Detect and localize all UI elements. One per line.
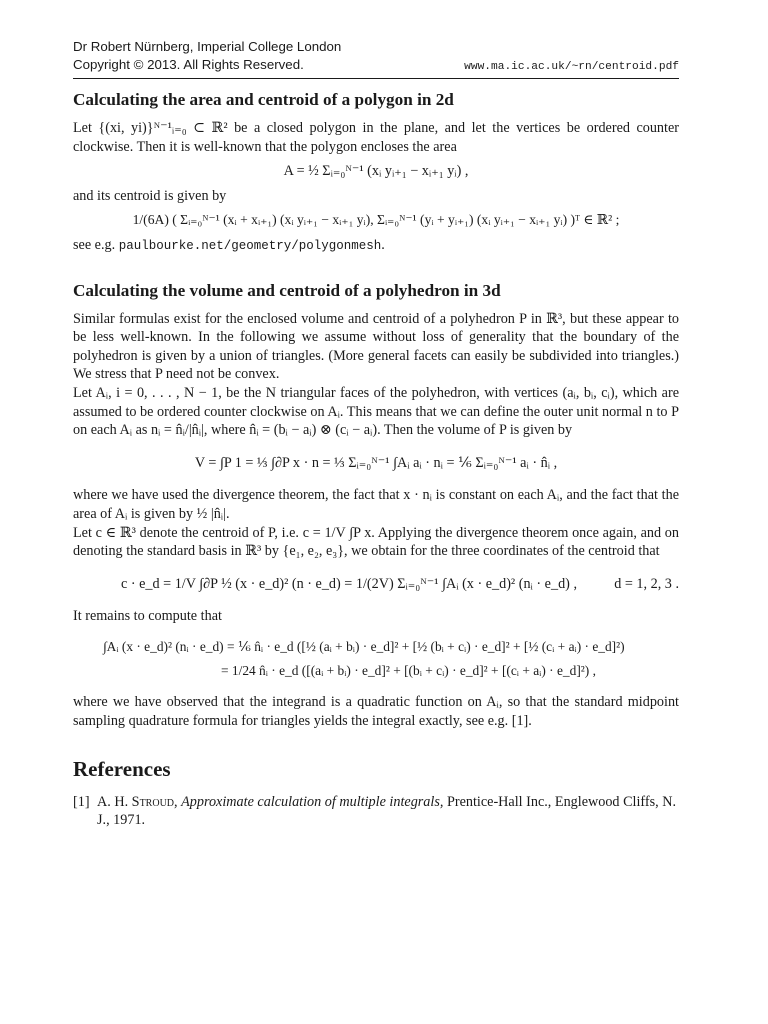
equation-coordinates: c · e_d = 1/V ∫∂P ½ (x · e_d)² (n · e_d) = 1/(2V) Σᵢ₌₀ᴺ⁻¹ ∫Aᵢ (x · e_d)² (nᵢ · e_d) ,: [121, 575, 577, 592]
paragraph-centroid-intro: and its centroid is given by: [73, 187, 227, 204]
references-title: References: [73, 757, 171, 782]
header-rule: [73, 78, 679, 79]
paragraph-polyhedron-intro: Similar formulas exist for the enclosed volume and centroid of a polyhedron P in ℝ³, but these appear to be less well-known. In the following we assume without loss of generality that the boundary of the polyhedron is given by a union of triangles. (More general facets can easily be subdivided into triangles.) We stress that P need not be convex.: [73, 310, 679, 383]
paragraph-centroid-3d: Let c ∈ ℝ³ denote the centroid of P, i.e. c = 1/V ∫P x. Applying the divergence theorem once again, and on denoting the standard basis in ℝ³ by {e₁, e₂, e₃}, we obtain for the three coordinates of the centroid that: [73, 524, 679, 560]
paper-page: [73, 38, 679, 830]
reference-item: [73, 793, 679, 830]
reference-text: [97, 793, 679, 830]
reference-publisher: Prentice-Hall Inc., Englewood Cliffs, N. J., 1971.: [97, 793, 677, 829]
reference-link[interactable]: paulbourke.net/geometry/polygonmesh: [118, 238, 382, 253]
reference-work: Approximate calculation of multiple integrals,: [181, 793, 444, 810]
paragraph-quadrature: where we have observed that the integrand is a quadratic function on Aᵢ, so that the standard midpoint sampling quadrature formula for triangles yields the integral exactly, see e.g. [1].: [73, 694, 679, 729]
paragraph-faces: Let Aᵢ, i = 0, . . . , N − 1, be the N triangular faces of the polyhedron, with vertices (aᵢ, bᵢ, cᵢ), which are assumed to be ordered counter clockwise on Aᵢ. This means that we can define the outer unit normal n to P on each Aᵢ as nᵢ = n̂ᵢ/|n̂ᵢ|, where n̂ᵢ = (bᵢ − aᵢ) ⊗ (cᵢ − aᵢ). Then the volume of P is given by: [73, 384, 679, 439]
equation-centroid-2d: 1/(6A) ( Σᵢ₌₀ᴺ⁻¹ (xᵢ + xᵢ₊₁) (xᵢ yᵢ₊₁ − xᵢ₊₁ yᵢ), Σᵢ₌₀ᴺ⁻¹ (yᵢ + yᵢ₊₁) (xᵢ yᵢ₊₁ − xᵢ₊₁ yᵢ) )ᵀ ∈ ℝ² ;: [132, 212, 620, 228]
page-header: [73, 38, 679, 79]
reference-author: A. H. Stroud,: [97, 793, 178, 810]
paragraph-divergence: where we have used the divergence theorem, the fact that x · nᵢ is constant on each Aᵢ, and the fact that the area of Aᵢ is given by ½ |n̂ᵢ|.: [73, 487, 679, 522]
equation-integral-line1: ∫Aᵢ (x · e_d)² (nᵢ · e_d) = ⅙ n̂ᵢ · e_d ([½ (aᵢ + bᵢ) · e_d]² + [½ (bᵢ + cᵢ) · e_d]² + [½ (cᵢ + aᵢ) · e_d]²): [103, 638, 625, 654]
equation-coordinates-tag: d = 1, 2, 3 .: [614, 575, 679, 592]
reference-number: [1]: [73, 793, 90, 810]
paragraph-remains: It remains to compute that: [73, 608, 222, 625]
section-title-polygon: Calculating the area and centroid of a polygon in 2d: [73, 90, 454, 109]
equation-area: A = ½ Σᵢ₌₀ᴺ⁻¹ (xᵢ yᵢ₊₁ − xᵢ₊₁ yᵢ) ,: [283, 163, 469, 180]
paragraph-polygon-intro: Let {(xi, yi)}ᴺ⁻¹ᵢ₌₀ ⊂ ℝ² be a closed polygon in the plane, and let the vertices be ordered counter clockwise. Then it is well-known that the polygon encloses the area: [73, 120, 679, 155]
author-line: Dr Robert Nürnberg, Imperial College London: [73, 39, 342, 54]
copyright-line: Copyright © 2013. All Rights Reserved.: [73, 57, 304, 72]
paragraph-see-also: [73, 236, 679, 256]
see-suffix: .: [381, 236, 385, 253]
equation-coordinates-row: [73, 575, 679, 594]
equation-volume: V = ∫P 1 = ⅓ ∫∂P x · n = ⅓ Σᵢ₌₀ᴺ⁻¹ ∫Aᵢ aᵢ · nᵢ = ⅙ Σᵢ₌₀ᴺ⁻¹ aᵢ · n̂ᵢ ,: [194, 454, 558, 471]
see-prefix: see e.g.: [73, 236, 119, 253]
document-url: www.ma.ic.ac.uk/~rn/centroid.pdf: [464, 61, 679, 73]
section-title-polyhedron: Calculating the volume and centroid of a polyhedron in 3d: [73, 280, 501, 300]
equation-integral-line2: = 1/24 n̂ᵢ · e_d ([(aᵢ + bᵢ) · e_d]² + [(bᵢ + cᵢ) · e_d]² + [(cᵢ + aᵢ) · e_d]²) ,: [221, 663, 596, 679]
